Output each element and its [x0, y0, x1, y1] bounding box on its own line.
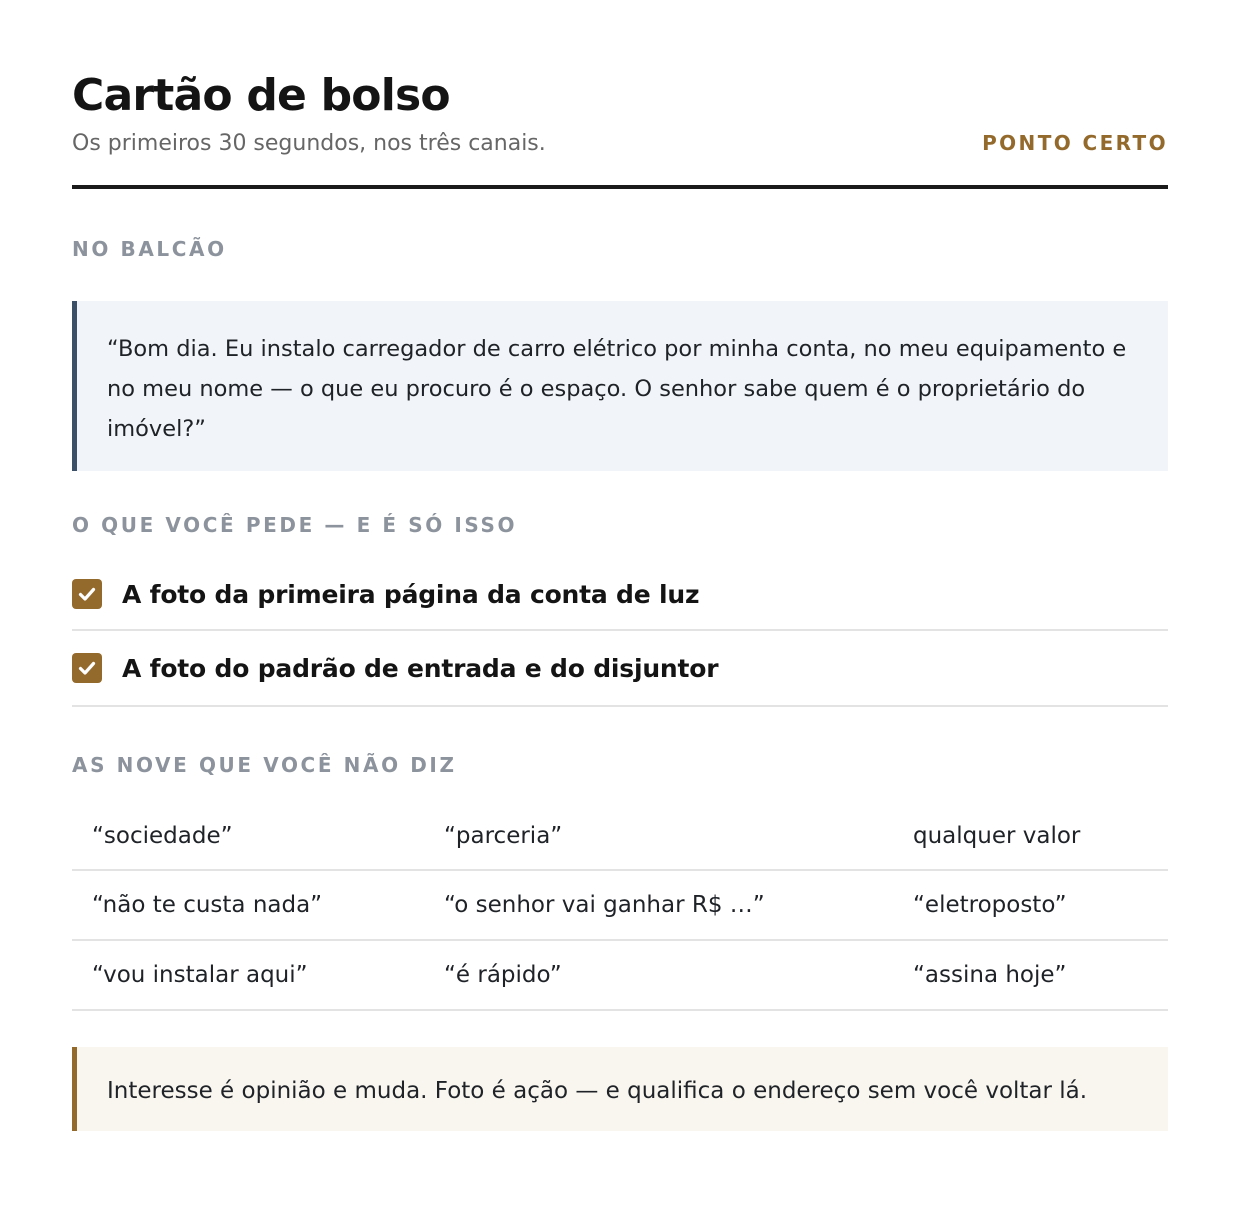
- forbidden-word: “assina hoje”: [913, 962, 1067, 988]
- script-quote: “Bom dia. Eu instalo carregador de carro elétrico por minha conta, no meu equipamento e no meu nome — o que eu procuro é o espaço. O senhor sabe quem é o proprietário do imóvel?”: [72, 301, 1168, 471]
- forbidden-word: “é rápido”: [444, 962, 562, 988]
- subtitle-row: [72, 128, 1168, 159]
- forbidden-word: “não te custa nada”: [92, 892, 323, 918]
- page-header: [72, 0, 1168, 189]
- pocket-card: [72, 0, 1168, 1131]
- table-row: [72, 871, 1168, 941]
- table-row: [72, 941, 1168, 1011]
- page-subtitle: Os primeiros 30 segundos, nos três canais.: [72, 131, 546, 156]
- ask-checklist: [72, 559, 1168, 707]
- forbidden-word: “vou instalar aqui”: [92, 962, 308, 988]
- forbidden-word: qualquer valor: [913, 823, 1081, 849]
- page-title: Cartão de bolso: [72, 70, 450, 121]
- brand-name: PONTO CERTO: [982, 131, 1168, 155]
- forbidden-word: “parceria”: [444, 823, 563, 849]
- check-icon[interactable]: [72, 579, 102, 609]
- section-label-ask: O QUE VOCÊ PEDE — E É SÓ ISSO: [72, 513, 518, 537]
- checklist-item-label: A foto do padrão de entrada e do disjuntor: [122, 653, 719, 683]
- section-label-counter: NO BALCÃO: [72, 237, 227, 261]
- closing-note: Interesse é opinião e muda. Foto é ação — e qualifica o endereço sem você voltar lá.: [72, 1047, 1168, 1131]
- table-row: [72, 803, 1168, 871]
- forbidden-word: “o senhor vai ganhar R$ …”: [444, 892, 765, 918]
- check-icon[interactable]: [72, 653, 102, 683]
- checklist-item[interactable]: [72, 559, 1168, 631]
- forbidden-word: “eletroposto”: [913, 892, 1067, 918]
- forbidden-words-table: [72, 803, 1168, 1011]
- forbidden-word: “sociedade”: [92, 823, 233, 849]
- section-label-avoid: AS NOVE QUE VOCÊ NÃO DIZ: [72, 753, 457, 777]
- checklist-item[interactable]: [72, 631, 1168, 707]
- checklist-item-label: A foto da primeira página da conta de luz: [122, 579, 700, 609]
